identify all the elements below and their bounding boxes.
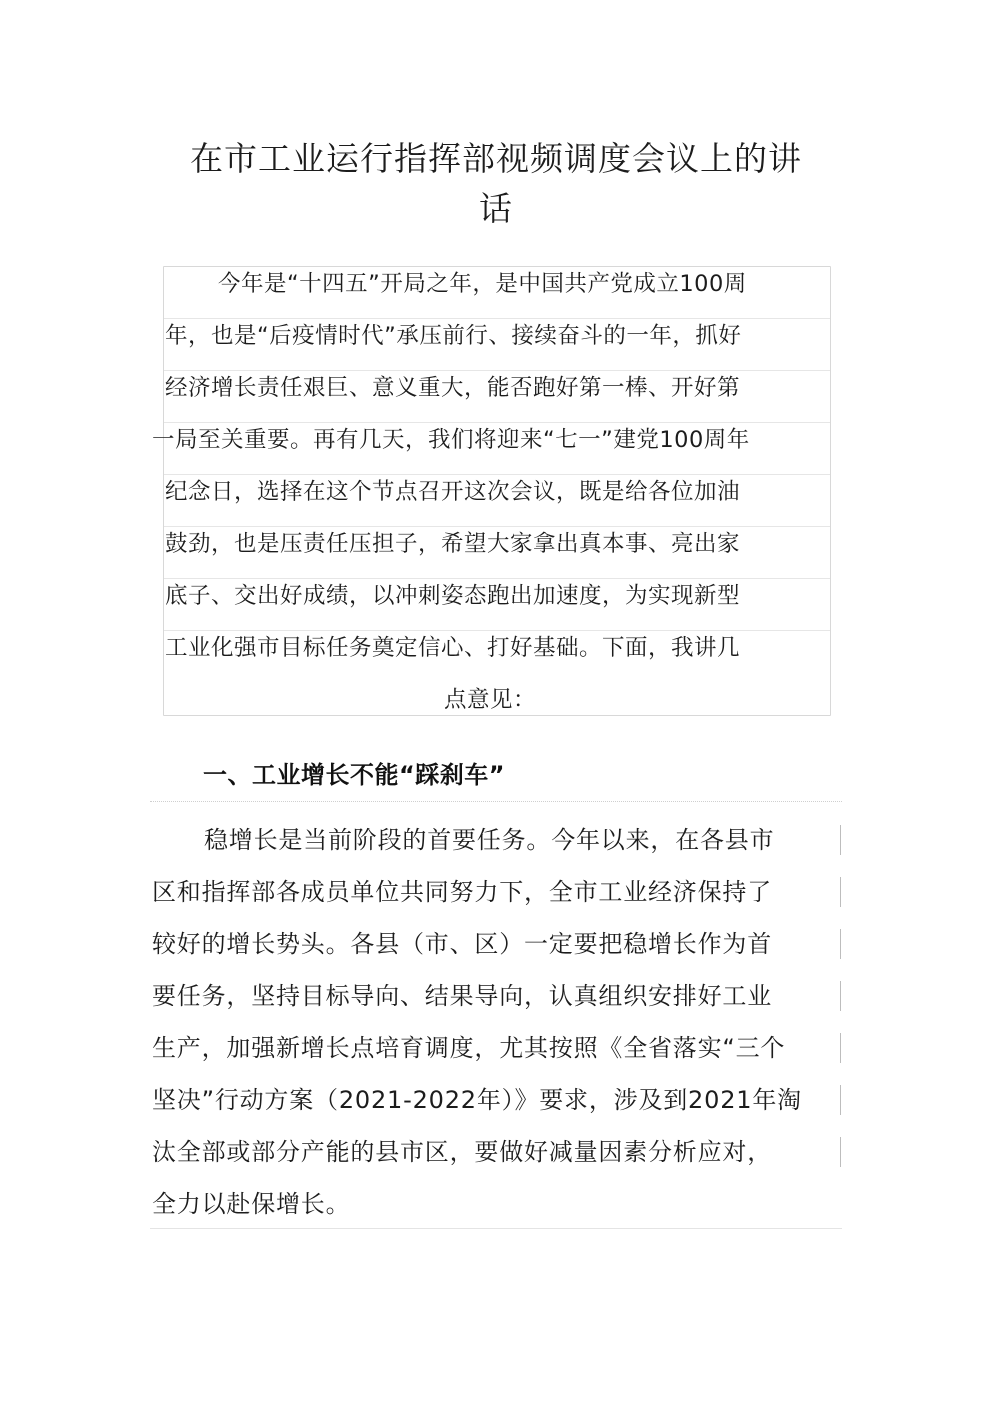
margin-tick [840, 981, 841, 1011]
body-line-8: 全力以赴保增长。 [152, 1190, 351, 1218]
intro-line-8: 工业化强市目标任务奠定信心、打好基础。下面，我讲几 [165, 635, 741, 661]
body-line-3: 较好的增长势头。各县（市、区）一定要把稳增长作为首 [152, 930, 772, 958]
intro-line-6: 鼓劲，也是压责任压担子，希望大家拿出真本事、亮出家 [165, 531, 741, 557]
body-line-2: 区和指挥部各成员单位共同努力下，全市工业经济保持了 [152, 878, 772, 906]
body-line-7: 汰全部或部分产能的县市区，要做好减量因素分析应对， [152, 1138, 772, 1166]
intro-line-9: 点意见： [444, 687, 537, 713]
intro-line-7: 底子、交出好成绩，以冲刺姿态跑出加速度，为实现新型 [165, 583, 741, 609]
title-line-2: 话 [479, 189, 513, 228]
document-title [150, 134, 842, 234]
intro-line-5: 纪念日，选择在这个节点召开这次会议，既是给各位加油 [165, 479, 741, 505]
intro-line-4: 一局至关重要。再有几天，我们将迎来“七一”建党100周年 [152, 427, 750, 453]
margin-tick [840, 877, 841, 907]
section-heading: 一、工业增长不能“踩刹车” [203, 761, 506, 789]
frame-rule [164, 422, 830, 423]
margin-tick [840, 1085, 841, 1115]
margin-tick [840, 929, 841, 959]
intro-line-2: 年，也是“后疫情时代”承压前行、接续奋斗的一年，抓好 [165, 323, 742, 349]
body-line-6: 坚决”行动方案（2021-2022年）》要求，涉及到2021年淘 [152, 1086, 802, 1114]
body-line-5: 生产，加强新增长点培育调度，尤其按照《全省落实“三个 [152, 1034, 786, 1062]
frame-rule [164, 630, 830, 631]
margin-tick [840, 1033, 841, 1063]
title-line-1: 在市工业运行指挥部视频调度会议上的讲 [190, 139, 802, 178]
body-line-1: 稳增长是当前阶段的首要任务。今年以来，在各县市 [204, 826, 775, 854]
frame-rule [164, 474, 830, 475]
intro-line-1: 今年是“十四五”开局之年，是中国共产党成立100周 [218, 271, 747, 297]
margin-tick [840, 1137, 841, 1167]
body-line-4: 要任务，坚持目标导向、结果导向，认真组织安排好工业 [152, 982, 772, 1010]
section-bottom-rule [150, 1228, 842, 1229]
section-separator [150, 801, 842, 802]
frame-rule [164, 578, 830, 579]
margin-tick [840, 825, 841, 855]
frame-rule [164, 318, 830, 319]
frame-rule [164, 526, 830, 527]
frame-rule [164, 370, 830, 371]
intro-line-3: 经济增长责任艰巨、意义重大，能否跑好第一棒、开好第 [165, 375, 741, 401]
